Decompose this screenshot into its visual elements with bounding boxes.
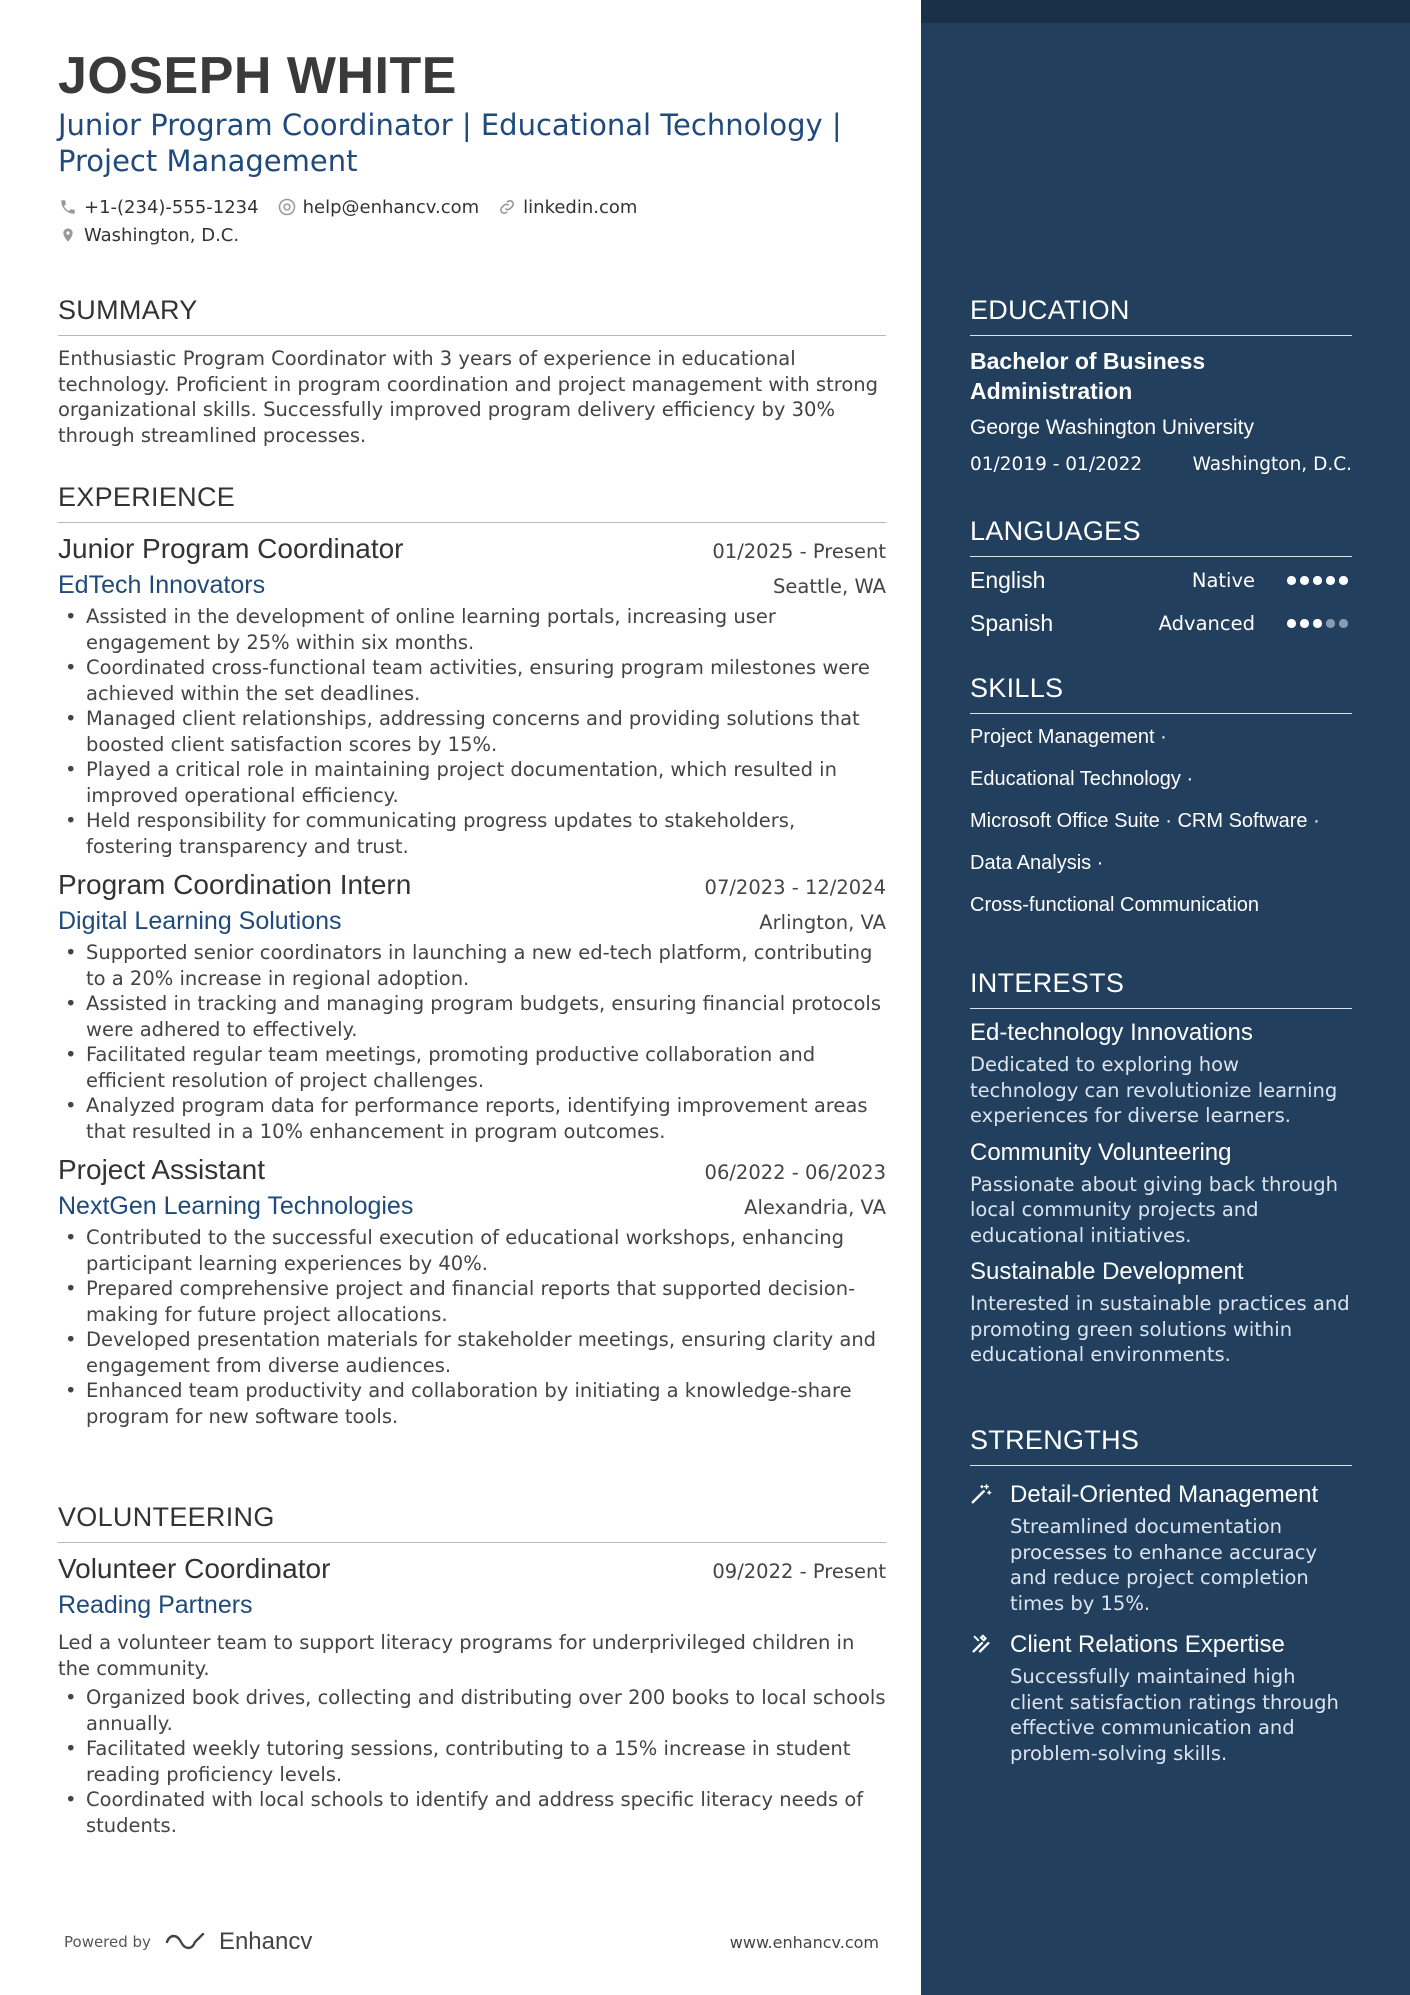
rating-dot bbox=[1339, 619, 1348, 628]
job-bullet: • Developed presentation materials for stakeholder meetings, ensuring clarity and engagement from diverse audiences. bbox=[58, 1327, 886, 1378]
interest-item bbox=[970, 1019, 1352, 1129]
strength-title: Client Relations Expertise bbox=[1010, 1631, 1285, 1658]
interests-heading: INTERESTS bbox=[970, 968, 1352, 1009]
rating-dot bbox=[1326, 619, 1335, 628]
enhancv-brand-text: Enhancv bbox=[218, 1928, 313, 1955]
sidebar-top-band bbox=[921, 0, 1410, 23]
strength-title: Detail-Oriented Management bbox=[1010, 1481, 1319, 1508]
summary-heading: SUMMARY bbox=[58, 295, 886, 336]
education-heading: EDUCATION bbox=[970, 295, 1352, 336]
job-location: Alexandria, VA bbox=[744, 1196, 886, 1219]
tools-icon bbox=[970, 1630, 1010, 1766]
link-icon bbox=[497, 197, 517, 217]
volunteer-org: Reading Partners bbox=[58, 1591, 253, 1619]
job-bullet: • Enhanced team productivity and collaboration by initiating a knowledge-share program for new software tools. bbox=[58, 1378, 886, 1429]
strength-desc: Streamlined documentation processes to enhance accuracy and reduce project completion times by 15%. bbox=[1010, 1515, 1317, 1615]
job-bullet: • Contributed to the successful execution of educational workshops, enhancing participant learning experiences by 40%. bbox=[58, 1225, 886, 1276]
job-date: 01/2025 - Present bbox=[712, 540, 886, 563]
job-location: Arlington, VA bbox=[759, 911, 886, 934]
job-title: Program Coordination Intern bbox=[58, 869, 412, 900]
volunteer-bullet: • Coordinated with local schools to identify and address specific literacy needs of students. bbox=[58, 1787, 886, 1838]
language-rating bbox=[1287, 576, 1352, 585]
skills-section bbox=[970, 673, 1352, 926]
job-bullet: • Assisted in tracking and managing program budgets, ensuring financial protocols were adhered to effectively. bbox=[58, 991, 886, 1042]
skill-item: Project Management · bbox=[970, 726, 1167, 748]
job-bullet: • Supported senior coordinators in launching a new ed-tech platform, contributing to a 20% increase in regional adoption. bbox=[58, 940, 886, 991]
strength-item bbox=[970, 1480, 1352, 1616]
at-icon bbox=[277, 197, 297, 217]
interest-title: Community Volunteering bbox=[970, 1138, 1232, 1166]
phone-item[interactable] bbox=[58, 197, 259, 218]
volunteer-title: Volunteer Coordinator bbox=[58, 1553, 331, 1584]
education-dates: 01/2019 - 01/2022 bbox=[970, 454, 1143, 475]
interest-item bbox=[970, 1139, 1352, 1249]
education-degree: Bachelor of Business Administration bbox=[970, 348, 1206, 404]
interest-item bbox=[970, 1258, 1352, 1368]
rating-dot bbox=[1300, 619, 1309, 628]
interests-section bbox=[970, 968, 1352, 1368]
volunteering-section bbox=[58, 1502, 886, 1838]
linkedin-item[interactable] bbox=[497, 197, 637, 218]
phone-text: +1-(234)-555-1234 bbox=[84, 196, 259, 218]
experience-heading: EXPERIENCE bbox=[58, 482, 886, 523]
interest-desc: Passionate about giving back through local community projects and educational initiatives. bbox=[970, 1172, 1338, 1247]
powered-by-label: Powered by bbox=[64, 1933, 151, 1951]
job-bullet: • Coordinated cross-functional team activities, ensuring program milestones were achieved within the set deadlines. bbox=[58, 655, 886, 706]
language-row bbox=[970, 602, 1352, 645]
magic-wand-icon bbox=[970, 1480, 1010, 1616]
interest-desc: Interested in sustainable practices and promoting green solutions within educational environments. bbox=[970, 1292, 1350, 1366]
rating-dot bbox=[1287, 619, 1296, 628]
volunteer-bullet: • Facilitated weekly tutoring sessions, contributing to a 15% increase in student reading proficiency levels. bbox=[58, 1736, 886, 1787]
rating-dot bbox=[1326, 576, 1335, 585]
job-company: Digital Learning Solutions bbox=[58, 907, 342, 935]
email-text: help@enhancv.com bbox=[302, 196, 480, 218]
job-bullet: • Assisted in the development of online learning portals, increasing user engagement by 25% within six months. bbox=[58, 604, 886, 655]
strength-desc: Successfully maintained high client satisfaction ratings through effective communication and problem-solving skills. bbox=[1010, 1665, 1339, 1765]
job-date: 06/2022 - 06/2023 bbox=[704, 1161, 886, 1184]
interest-title: Ed-technology Innovations bbox=[970, 1019, 1253, 1046]
strength-item bbox=[970, 1630, 1352, 1766]
language-name: Spanish bbox=[970, 610, 1054, 636]
rating-dot bbox=[1287, 576, 1296, 585]
job-title: Junior Program Coordinator bbox=[58, 533, 404, 564]
job-bullet: • Prepared comprehensive project and financial reports that supported decision-making for future project allocations. bbox=[58, 1276, 886, 1327]
contact-info bbox=[58, 194, 655, 250]
rating-dot bbox=[1313, 619, 1322, 628]
job-bullet: • Managed client relationships, addressing concerns and providing solutions that boosted client satisfaction scores by 15%. bbox=[58, 706, 886, 757]
candidate-title: Junior Program Coordinator | Educational Technology | Project Management bbox=[58, 108, 842, 178]
rating-dot bbox=[1300, 576, 1309, 585]
volunteering-heading: VOLUNTEERING bbox=[58, 1502, 886, 1543]
summary-section bbox=[58, 295, 886, 448]
job-bullet: • Facilitated regular team meetings, promoting productive collaboration and efficient resolution of project challenges. bbox=[58, 1042, 886, 1093]
interest-desc: Dedicated to exploring how technology can revolutionize learning experiences for diverse learners. bbox=[970, 1053, 1338, 1127]
job-title: Project Assistant bbox=[58, 1154, 265, 1185]
education-location: Washington, D.C. bbox=[1192, 454, 1352, 475]
candidate-name: JOSEPH WHITE bbox=[58, 47, 457, 105]
enhancv-logo[interactable] bbox=[163, 1928, 312, 1956]
skill-item: Cross-functional Communication bbox=[970, 894, 1260, 916]
job-bullet: • Analyzed program data for performance reports, identifying improvement areas that resulted in a 10% enhancement in program outcomes. bbox=[58, 1093, 886, 1144]
job-entry bbox=[58, 533, 886, 859]
languages-heading: LANGUAGES bbox=[970, 516, 1352, 557]
email-item[interactable] bbox=[277, 197, 480, 218]
skill-item: Microsoft Office Suite · CRM Software · bbox=[970, 810, 1320, 832]
job-location: Seattle, WA bbox=[773, 575, 886, 598]
language-level: Native bbox=[1191, 569, 1255, 592]
linkedin-text: linkedin.com bbox=[523, 196, 638, 218]
location-text: Washington, D.C. bbox=[84, 224, 240, 246]
summary-text: Enthusiastic Program Coordinator with 3 years of experience in educational technology. Proficient in program coordination and project management with strong organizational skills. Successfully improved program delivery efficiency by 30% through streamlined processes. bbox=[58, 347, 878, 447]
footer-site-link[interactable]: www.enhancv.com bbox=[729, 1932, 879, 1952]
experience-section bbox=[58, 482, 886, 1429]
strengths-heading: STRENGTHS bbox=[970, 1425, 1352, 1466]
volunteer-date: 09/2022 - Present bbox=[712, 1560, 886, 1583]
volunteer-entry bbox=[58, 1553, 886, 1838]
footer bbox=[64, 1928, 879, 1956]
education-school: George Washington University bbox=[970, 416, 1255, 439]
phone-icon bbox=[58, 197, 78, 217]
job-company: EdTech Innovators bbox=[58, 571, 266, 599]
language-row bbox=[970, 559, 1352, 602]
skills-heading: SKILLS bbox=[970, 673, 1352, 714]
languages-section bbox=[970, 516, 1352, 645]
skill-item: Data Analysis · bbox=[970, 852, 1104, 874]
strengths-section bbox=[970, 1425, 1352, 1766]
language-level: Advanced bbox=[1158, 612, 1255, 635]
skill-item: Educational Technology · bbox=[970, 768, 1194, 790]
interest-title: Sustainable Development bbox=[970, 1258, 1244, 1285]
job-entry bbox=[58, 869, 886, 1144]
job-bullet: • Played a critical role in maintaining project documentation, which resulted in improved operational efficiency. bbox=[58, 757, 886, 808]
job-entry bbox=[58, 1154, 886, 1429]
job-date: 07/2023 - 12/2024 bbox=[704, 876, 886, 899]
job-company: NextGen Learning Technologies bbox=[58, 1192, 414, 1220]
volunteer-description: Led a volunteer team to support literacy programs for underprivileged children in the community. bbox=[58, 1631, 855, 1680]
rating-dot bbox=[1339, 576, 1348, 585]
rating-dot bbox=[1313, 576, 1322, 585]
volunteer-bullet: • Organized book drives, collecting and distributing over 200 books to local schools annually. bbox=[58, 1685, 886, 1736]
enhancv-logo-icon bbox=[163, 1929, 211, 1955]
language-name: English bbox=[970, 567, 1046, 593]
education-section bbox=[970, 295, 1352, 475]
job-bullet: • Held responsibility for communicating progress updates to stakeholders, fostering transparency and trust. bbox=[58, 808, 886, 859]
location-item bbox=[58, 225, 239, 246]
location-pin-icon bbox=[58, 225, 78, 245]
language-rating bbox=[1287, 619, 1352, 628]
